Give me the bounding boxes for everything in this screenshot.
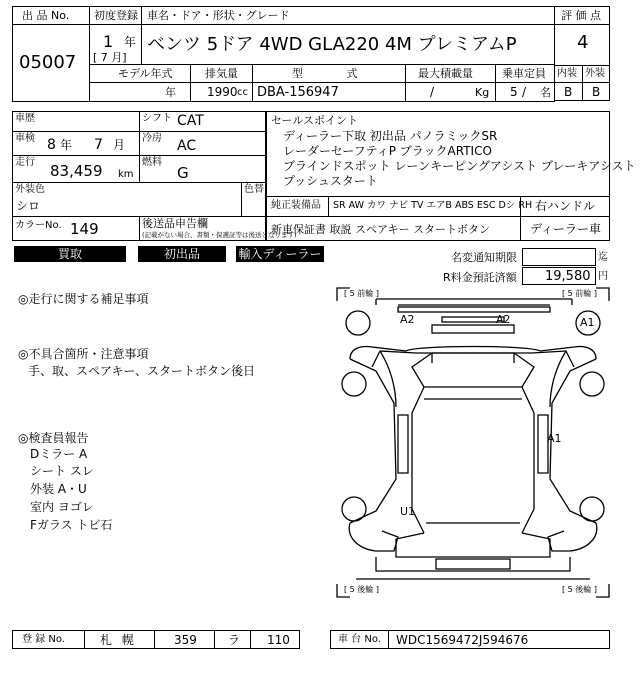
reg-kana: ラ: [228, 633, 241, 647]
shift-value: CAT: [177, 113, 204, 129]
mileage-label: 走行: [15, 157, 35, 168]
inspection-year: 8: [47, 137, 56, 153]
mileage-value: 83,459: [50, 162, 103, 180]
color-no-value: 149: [70, 220, 99, 238]
reg-number: 110: [267, 633, 290, 647]
tag-buyback: 買取: [14, 246, 126, 262]
damage-mark-u1-side: U1: [400, 505, 416, 518]
displacement-value: 1990: [207, 85, 238, 99]
corner-front-left: [ 5 前輪 ]: [344, 289, 379, 298]
inspection-month: 7: [94, 137, 103, 153]
inspector-title: ◎検査員報告: [18, 431, 89, 445]
displacement-label: 排気量: [205, 67, 238, 80]
score-label: 評 価 点: [561, 9, 601, 22]
chassis-label: 車 台 No.: [338, 634, 381, 645]
inspector-line-2: シート スレ: [30, 464, 94, 478]
corner-front-right: [ 5 前輪 ]: [562, 289, 597, 298]
capacity-unit: 名: [540, 86, 551, 99]
reg-label: 登 録 No.: [22, 634, 65, 645]
model-year-unit: 年: [165, 86, 176, 99]
inspector-line-5: Fガラス トビ石: [30, 518, 113, 532]
reg-region: 札 幌: [100, 633, 134, 647]
recycle-value: 19,580: [545, 269, 591, 284]
score-value: 4: [577, 32, 589, 53]
first-reg-year: 1: [103, 32, 114, 51]
mileage-unit: km: [118, 169, 134, 180]
damage-mark-a2-left: A2: [400, 313, 415, 326]
equipment-items: SR AW カワ ナビ TV エアB ABS ESC Dシ RH: [333, 200, 533, 211]
reg-class: 359: [174, 633, 197, 647]
car-damage-diagram: [336, 287, 610, 598]
ext-color-value: シロ: [16, 199, 41, 213]
name-change-unit: 迄: [598, 252, 608, 263]
capacity-value: 5: [510, 85, 518, 99]
chassis-number: WDC1569472J594676: [396, 633, 529, 647]
defect-notes-title: ◎不具合箇所・注意事項: [18, 347, 149, 361]
inspection-label: 車検: [15, 133, 35, 144]
damage-mark-a2-right: A2: [496, 313, 511, 326]
inspector-line-4: 室内 ヨゴレ: [30, 500, 94, 514]
tag-import-dealer: 輸入ディーラー: [236, 246, 324, 262]
driving-notes-title: ◎走行に関する補足事項: [18, 292, 149, 306]
displacement-unit: cc: [237, 87, 248, 98]
corner-rear-right: [ 5 後輪 ]: [562, 585, 597, 594]
first-reg-year-unit: 年: [124, 35, 137, 49]
ac-label: 冷房: [142, 133, 162, 144]
dealer-value: ディーラー車: [530, 222, 602, 236]
fuel-value: G: [177, 164, 189, 182]
name-change-box: [522, 248, 596, 266]
defect-notes-text: 手、取、スペアキー、スタートボタン後日: [28, 364, 256, 378]
sales-point-line-1: ディーラー下取 初出品 パノラミックSR: [283, 129, 498, 143]
sales-point-line-2: レーダーセーフティP ブラックARTICO: [283, 144, 492, 158]
model-code: DBA-156947: [257, 85, 339, 100]
shift-label: シフト: [142, 113, 172, 124]
color-no-label: カラーNo.: [15, 220, 62, 231]
tag-first-listing: 初出品: [138, 246, 226, 262]
max-load-label: 最大積載量: [418, 67, 473, 80]
sales-point-line-4: プッシュスタート: [283, 174, 378, 188]
inspection-year-unit: 年: [60, 138, 73, 152]
car-name-label: 車名・ドア・形状・グレード: [147, 9, 290, 22]
damage-mark-a1-side: A1: [547, 432, 562, 445]
ext-color-label: 外装色: [15, 184, 45, 195]
capacity-label: 乗車定員: [502, 67, 546, 80]
load-slash: /: [430, 85, 435, 99]
first-reg-label: 初度登録: [94, 9, 138, 22]
name-change-label: 名変通知期限: [451, 251, 517, 264]
inspector-line-1: Dミラー A: [30, 447, 88, 461]
history-label: 車歴: [15, 113, 35, 124]
interior-label: 内装: [557, 68, 577, 79]
first-reg-month: [ 7 月]: [93, 51, 127, 64]
car-outline-graphic: [336, 287, 610, 598]
sales-point-line-3: ブラインドスポット レーンキーピングアシスト ブレーキアシスト: [283, 159, 636, 173]
type-label: 型 式: [292, 67, 358, 80]
sales-points-label: セールスポイント: [271, 114, 359, 127]
inspection-month-unit: 月: [113, 138, 126, 152]
inspector-line-3: 外装 A・U: [30, 482, 87, 496]
exterior-grade: B: [592, 85, 601, 99]
handle-value: 右ハンドル: [535, 199, 596, 213]
post-label: 後送品申告欄: [142, 217, 208, 230]
lot-number: 05007: [19, 52, 77, 73]
load-unit: Kg: [475, 86, 490, 99]
ac-value: AC: [177, 138, 197, 154]
fuel-label: 燃料: [142, 157, 162, 168]
car-name: ベンツ 5ドア 4WD GLA220 4M プレミアムP: [147, 34, 517, 55]
capacity-sep: /: [522, 85, 527, 99]
post-note: (記載がない場合、書類・保護証等は後送となります): [142, 231, 297, 239]
interior-grade: B: [564, 85, 573, 99]
warranty-items: 新車保証書 取説 スペアキー スタートボタン: [271, 223, 491, 236]
recycle-label: R料金預託済額: [443, 271, 517, 284]
model-year-label: モデル年式: [118, 67, 173, 80]
color-change-label: 色替: [244, 184, 264, 195]
equipment-label: 純正装備品: [271, 200, 321, 211]
recycle-unit: 円: [598, 271, 608, 282]
lot-label: 出 品 No.: [22, 9, 70, 22]
exterior-label: 外装: [585, 68, 605, 79]
damage-mark-a1-mirror: A1: [580, 316, 595, 329]
corner-rear-left: [ 5 後輪 ]: [344, 585, 379, 594]
